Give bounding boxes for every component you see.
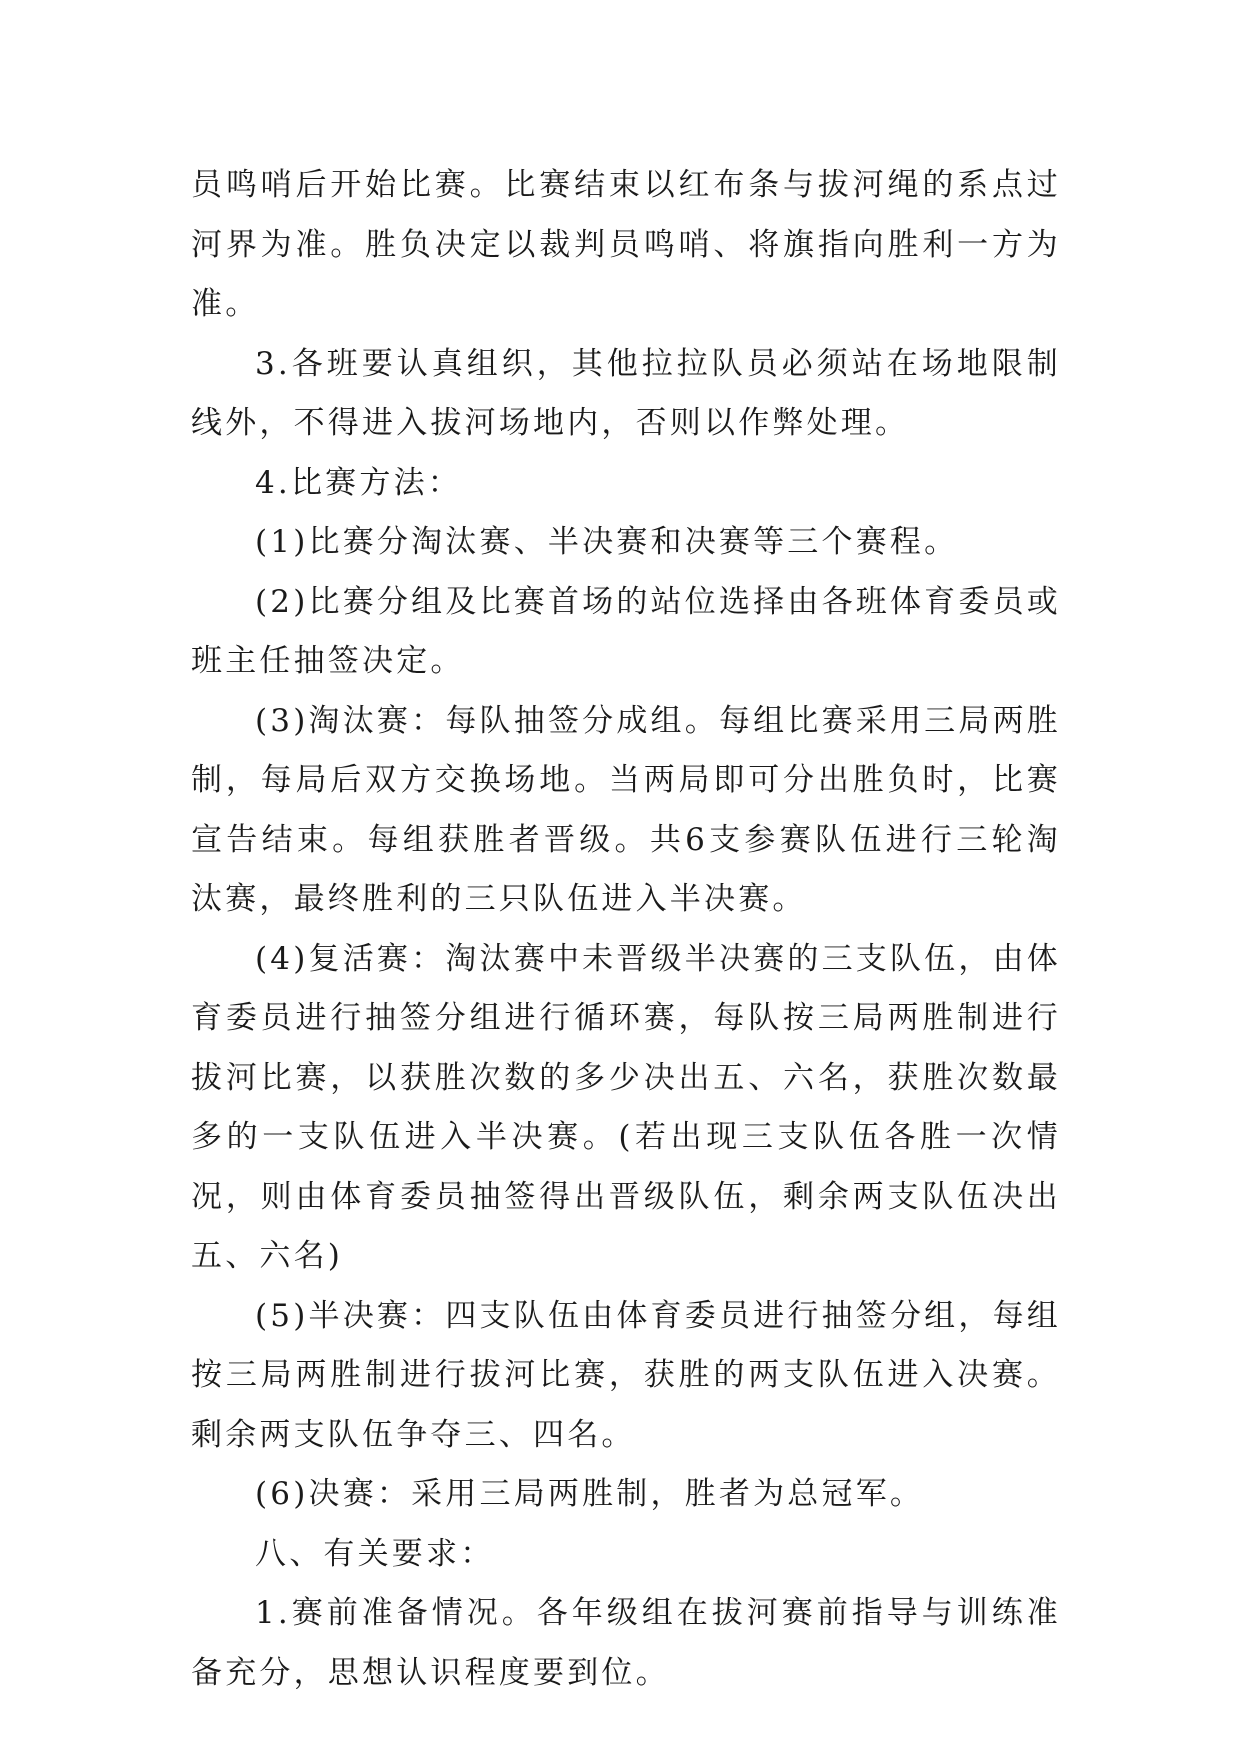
paragraph-continuation: 员鸣哨后开始比赛。比赛结束以红布条与拔河绳的系点过河界为准。胜负决定以裁判员鸣哨、将旗指向胜利一方为准。 [191, 167, 1061, 322]
section-heading-requirements: 八、有关要求： [255, 1535, 495, 1572]
paragraph-method-heading: 4.比赛方法： [255, 464, 462, 501]
paragraph-requirement-1: 1.赛前准备情况。各年级组在拔河赛前指导与训练准备充分，思想认识程度要到位。 [191, 1595, 1061, 1691]
paragraph-method-6: (6)决赛：采用三局两胜制，胜者为总冠军。 [255, 1476, 925, 1512]
paragraph-method-5: (5)半决赛：四支队伍由体育委员进行抽签分组，每组按三局两胜制进行拔河比赛，获胜的两支队伍进入决赛。剩余两支队伍争夺三、四名。 [191, 1297, 1061, 1453]
paragraph-method-3: (3)淘汰赛：每队抽签分成组。每组比赛采用三局两胜制，每局后双方交换场地。当两局即可分出胜负时，比赛宣告结束。每组获胜者晋级。共6支参赛队伍进行三轮淘汰赛，最终胜利的三只队伍进入半决赛。 [191, 702, 1061, 917]
paragraph-rule-3: 3.各班要认真组织，其他拉拉队员必须站在场地限制线外，不得进入拔河场地内，否则以作弊处理。 [191, 345, 1061, 441]
paragraph-method-2: (2)比赛分组及比赛首场的站位选择由各班体育委员或班主任抽签决定。 [191, 583, 1061, 679]
document-body [191, 156, 1061, 1703]
paragraph-method-1: (1)比赛分淘汰赛、半决赛和决赛等三个赛程。 [255, 524, 959, 560]
paragraph-method-4: (4)复活赛：淘汰赛中未晋级半决赛的三支队伍，由体育委员进行抽签分组进行循环赛，每队按三局两胜制进行拔河比赛，以获胜次数的多少决出五、六名，获胜次数最多的一支队伍进入半决赛。(若出现三支队伍各胜一次情况，则由体育委员抽签得出晋级队伍，剩余两支队伍决出五、六名) [191, 940, 1061, 1274]
